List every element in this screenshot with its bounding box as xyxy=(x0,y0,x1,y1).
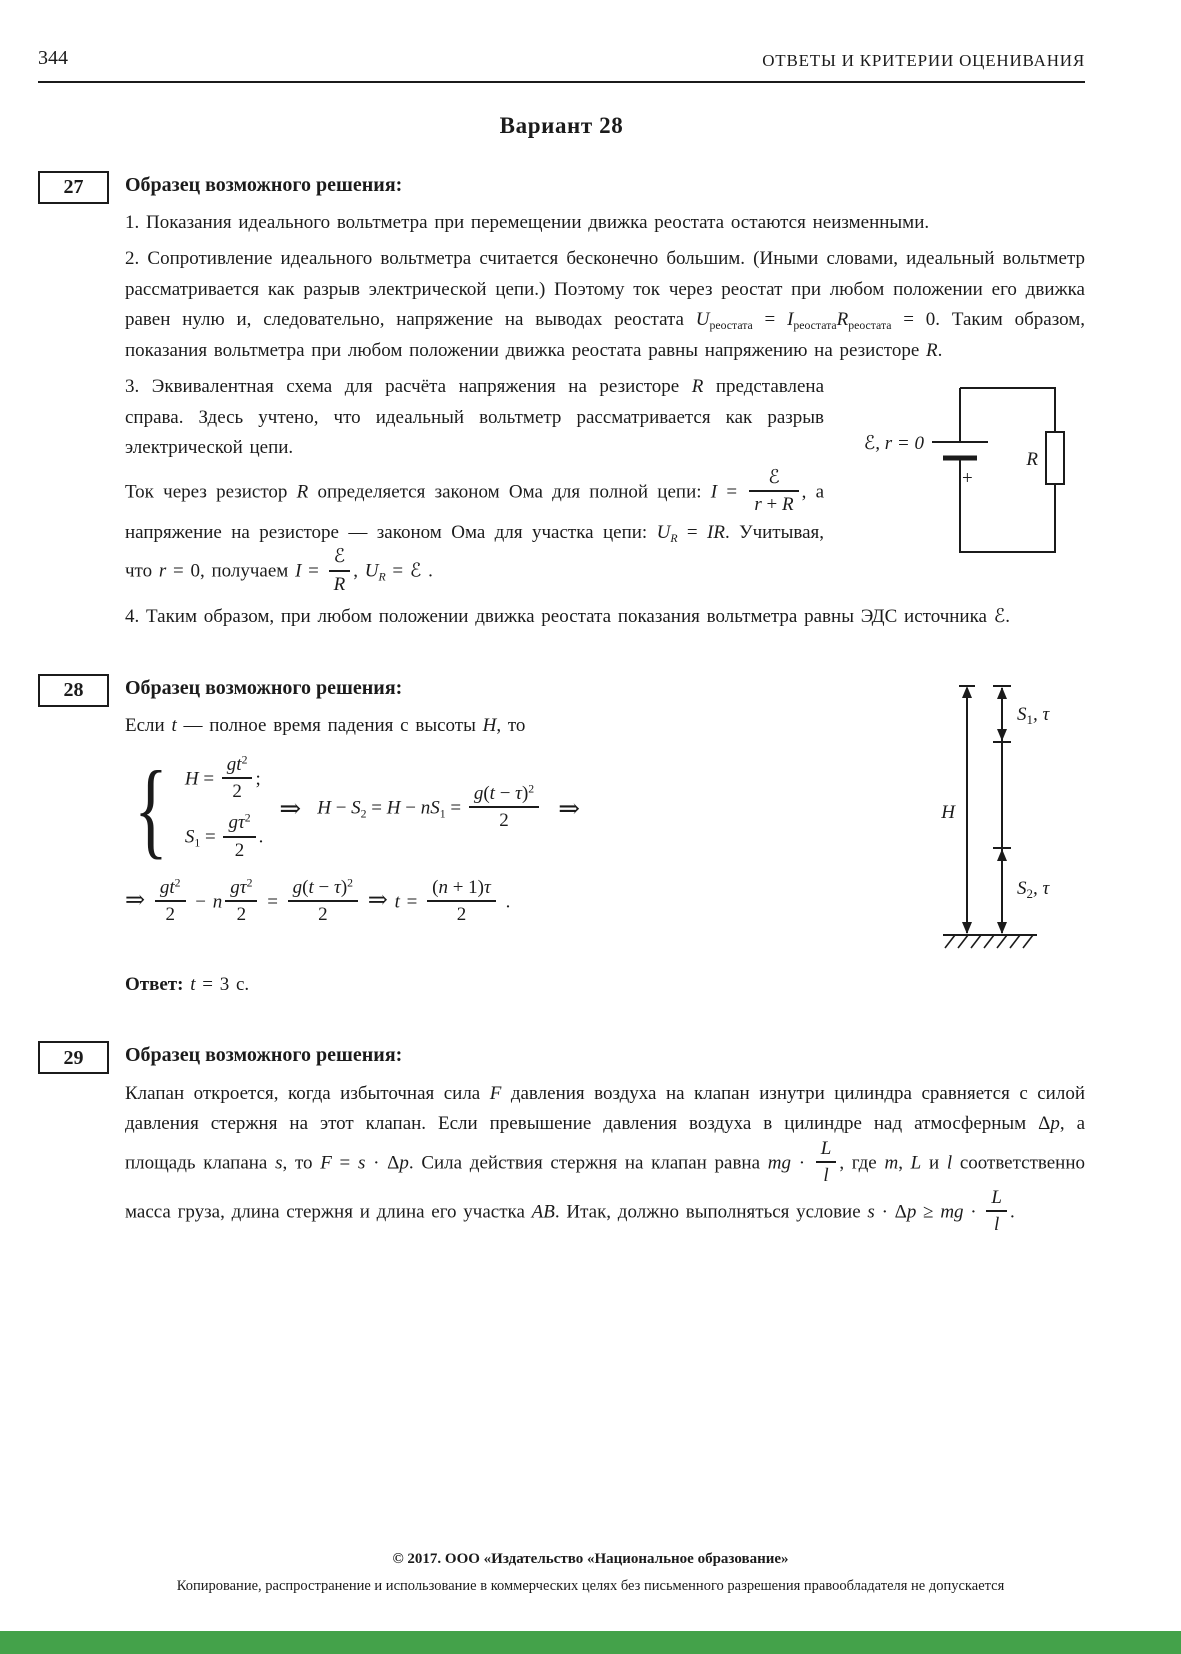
text-run: = xyxy=(752,309,788,331)
footer-bar xyxy=(0,1631,1181,1654)
text-run: I xyxy=(710,481,718,503)
text-run: H xyxy=(184,768,199,790)
paragraph-3-with-figure xyxy=(125,372,1085,597)
problem-27-content xyxy=(125,169,1085,638)
text-run: реостата xyxy=(793,319,837,333)
text-run: . xyxy=(1009,1201,1015,1223)
text-run: ℰ xyxy=(409,561,422,583)
fall-diagram-figure xyxy=(935,672,1085,975)
text-run: S xyxy=(184,827,195,849)
text-run: R xyxy=(781,494,794,516)
fraction xyxy=(469,783,539,832)
text-run: давления воздуха на клапан изнутри цилиндра сравняется с силой давления стержня на этот клапан. Если превышение давления воздуха в цилиндре над атмосферным Δ xyxy=(125,1082,1085,1135)
text-run: − xyxy=(330,797,352,819)
text-run: t xyxy=(489,783,495,805)
text-run: ℰ xyxy=(768,467,780,489)
text-run: − xyxy=(400,797,421,819)
problem-28 xyxy=(38,672,1085,1006)
text-run: , где xyxy=(839,1152,885,1174)
text-run: + xyxy=(761,494,782,516)
text-run: R xyxy=(670,531,678,545)
text-run: nS xyxy=(420,797,440,819)
problem-29 xyxy=(38,1039,1085,1242)
text-run: ℰ xyxy=(333,546,346,568)
text-run: U xyxy=(364,561,379,583)
text-run: . xyxy=(498,891,511,913)
text-run: I xyxy=(787,309,794,331)
text-run: — полное время падения с высоты xyxy=(176,715,483,737)
fraction xyxy=(986,1187,1007,1236)
fraction xyxy=(329,546,351,595)
page-number: 344 xyxy=(38,47,68,69)
text-run: 2 xyxy=(347,876,354,890)
solution-body xyxy=(125,1079,1085,1238)
text-run: = xyxy=(331,1152,358,1174)
text-run xyxy=(145,892,152,913)
problem-29-content xyxy=(125,1039,1085,1242)
text-run: Клапан откроется, когда избыточная сила xyxy=(125,1082,490,1104)
fraction xyxy=(222,754,253,803)
problem-number-column xyxy=(38,1039,125,1242)
text-run: Если xyxy=(125,715,172,737)
text-run: 1. Показания идеального вольтметра при перемещении движка реостата остаются неизменными. xyxy=(125,212,930,234)
problem-27-number-box: 27 xyxy=(38,171,109,204)
text-run: p xyxy=(399,1152,409,1174)
text-run: + 1) xyxy=(447,876,485,898)
problem-27 xyxy=(38,169,1085,638)
fraction xyxy=(223,812,255,861)
text-run: . Учитывая, что xyxy=(125,521,825,583)
solution-heading: Образец возможного решения: xyxy=(125,1044,403,1067)
text-run: AB xyxy=(531,1201,555,1223)
text-run: g xyxy=(230,876,240,898)
text-run: 2 xyxy=(528,782,535,796)
emf-label: ℰ, r = 0 xyxy=(863,432,924,454)
fall-diagram xyxy=(935,672,1085,964)
text-run: = xyxy=(198,768,219,790)
height-label: H xyxy=(941,801,955,823)
text-run: , то xyxy=(496,715,526,737)
text-run: 2 xyxy=(241,753,248,767)
implies-arrow: ⇒ xyxy=(558,794,580,824)
text-run: = xyxy=(366,797,387,819)
text-run: = 3 с. xyxy=(195,973,250,995)
circuit-wires xyxy=(960,388,1055,552)
text-run: τ xyxy=(237,812,245,834)
text-run: − xyxy=(494,783,516,805)
text-run: t xyxy=(190,973,196,995)
text-run: H xyxy=(386,797,401,819)
text-run: 1 xyxy=(194,837,201,851)
text-run: 2 xyxy=(244,811,251,825)
text-run: R xyxy=(296,481,309,503)
system-brace: { xyxy=(134,749,168,869)
copyright-line: © 2017. ООО «Издательство «Национальное образование» xyxy=(392,1551,789,1568)
equation-s1 xyxy=(184,811,264,863)
text-run: U xyxy=(656,521,671,543)
text-run: . xyxy=(1005,605,1010,627)
text-run: ≥ xyxy=(916,1201,941,1223)
text-run: 2 xyxy=(360,807,367,821)
problem-28-number-box: 28 xyxy=(38,674,109,707)
text-run: определяется законом Ома для полной цепи: xyxy=(308,481,711,503)
fraction xyxy=(427,877,496,926)
running-header xyxy=(38,42,1085,74)
text-run: R xyxy=(333,573,346,595)
running-head-title: ОТВЕТЫ И КРИТЕРИИ ОЦЕНИВАНИЯ xyxy=(762,50,1085,70)
text-run: . Итак, должно выполняться условие xyxy=(554,1201,868,1223)
text-run: 2. Сопротивление идеального вольтметра считается бесконечно большим. (Иными словами, идеальный вольтметр рассматривается как разрыв электрической цепи.) Поэтому ток через реостат при любом положении его движка равен нулю и, следовательно, напряжение на выводах реостата xyxy=(125,247,1085,331)
text-run: ⇒ xyxy=(367,887,388,914)
text-run: 3. Эквивалентная схема для расчёта напряжения на резисторе xyxy=(125,375,692,397)
text-run: F xyxy=(320,1152,332,1174)
text-run: F xyxy=(489,1082,502,1104)
problem-number-column xyxy=(38,672,125,1006)
text-run: 2 xyxy=(236,904,247,926)
problem-28-content xyxy=(125,672,1085,1006)
text-run: = 0. Таким образом, показания вольтметра при любом положении движка реостата равны напряжению на резисторе xyxy=(125,309,1086,362)
text-run: g xyxy=(473,783,484,805)
plus-label: + xyxy=(962,467,973,489)
text-run: ( xyxy=(483,783,490,805)
text-run: I xyxy=(295,561,302,583)
text-run: τ xyxy=(515,783,522,805)
text-run: R xyxy=(836,309,849,331)
text-run: = xyxy=(717,481,747,503)
text-run: τ xyxy=(239,876,247,898)
text-run: 2 xyxy=(456,904,467,926)
text-run: r xyxy=(754,494,762,516)
text-run: mg xyxy=(940,1201,964,1223)
text-run: R xyxy=(378,571,386,585)
text-run: τ xyxy=(484,876,491,898)
implies-arrow: ⇒ xyxy=(279,794,302,824)
text-run: l xyxy=(994,1213,1000,1235)
equation-stack xyxy=(184,753,264,863)
ground-hatching xyxy=(945,935,1033,948)
text-run: gt xyxy=(159,876,175,898)
text-run: = xyxy=(260,891,285,913)
text-run: · Δ xyxy=(365,1152,400,1174)
resistor-symbol xyxy=(1046,432,1064,484)
text-run: t xyxy=(308,876,314,898)
text-run: ( xyxy=(302,876,309,898)
text-run: · xyxy=(790,1152,813,1174)
text-run: ) xyxy=(340,876,348,898)
solution-heading: Образец возможного решения: xyxy=(125,676,403,699)
text-run: gt xyxy=(226,753,242,775)
text-run: , а напряжение на резисторе — законом Ома для участка цепи: xyxy=(125,481,824,543)
text-run: = xyxy=(677,521,708,543)
fraction xyxy=(225,877,257,926)
text-run: − xyxy=(313,876,334,898)
paragraph-4 xyxy=(125,602,1085,633)
text-run: 2 xyxy=(234,839,245,861)
text-run: = xyxy=(200,827,221,849)
text-run: H xyxy=(317,797,331,819)
text-run: 2 xyxy=(246,876,253,890)
text-run: = xyxy=(301,561,326,583)
text-run: s xyxy=(867,1201,875,1223)
arrowheads xyxy=(962,686,1007,934)
text-run: − xyxy=(188,891,213,913)
text-run: ℰ xyxy=(993,605,1006,627)
header-rule xyxy=(38,81,1085,83)
text-run: r xyxy=(158,561,167,583)
equation-h xyxy=(184,753,264,805)
text-run: 2 xyxy=(165,904,175,926)
text-run: = xyxy=(399,891,425,913)
text-run xyxy=(388,892,395,913)
text-run: 2 xyxy=(318,904,328,926)
text-run: 2 xyxy=(232,781,242,803)
text-run: , xyxy=(353,561,365,583)
text-run: mg xyxy=(767,1152,791,1174)
text-run: = 0, получаем xyxy=(166,561,296,583)
s1-label: $S_1$, τ xyxy=(1017,703,1050,727)
equation-system-row xyxy=(125,749,905,869)
text-run: τ xyxy=(334,876,341,898)
text-run: реостата xyxy=(848,319,892,333)
text-run: IR xyxy=(707,521,725,543)
resistor-label: R xyxy=(1026,448,1038,470)
text-run: m xyxy=(884,1152,899,1174)
text-run: . xyxy=(421,561,433,583)
text-run: g xyxy=(292,876,303,898)
page-footer xyxy=(0,1547,1181,1598)
text-run: 1 xyxy=(439,807,446,821)
paragraph-2 xyxy=(125,244,1085,367)
fraction xyxy=(749,467,798,516)
text-run: реостата xyxy=(709,319,753,333)
fraction xyxy=(816,1138,837,1187)
text-run: = xyxy=(385,561,410,583)
text-run: = xyxy=(445,797,466,819)
text-run: . Сила действия стержня на клапан равна xyxy=(408,1152,768,1174)
text-run: ; xyxy=(255,768,261,790)
fraction xyxy=(288,877,358,926)
text-run: Ток через резистор xyxy=(125,481,297,503)
fraction xyxy=(155,877,186,926)
paragraph-1 xyxy=(125,208,1085,239)
text-run: ( xyxy=(432,876,439,898)
text-run: 2 xyxy=(499,810,509,832)
text-run: соответственно масса груза, длина стержня и длина его участка xyxy=(125,1152,1086,1223)
text-run: · xyxy=(963,1201,984,1223)
text-run: p xyxy=(1050,1113,1060,1135)
circuit-diagram xyxy=(850,374,1085,566)
legal-line: Копирование, распространение и использование в коммерческих целях без письменного разрешения правообладателя не допускается xyxy=(176,1577,1005,1594)
text-run: L xyxy=(910,1152,922,1174)
problem-29-number-box: 29 xyxy=(38,1041,109,1074)
s2-label: $S_2$, τ xyxy=(1017,877,1050,901)
text-run: L xyxy=(991,1186,1002,1208)
text-run: l xyxy=(823,1165,829,1187)
equation-chain xyxy=(317,782,542,834)
problem-number-column xyxy=(38,169,125,638)
text-run: S xyxy=(351,797,361,819)
text-run: R xyxy=(691,375,704,397)
text-run: L xyxy=(820,1138,832,1160)
text-run: · Δ xyxy=(874,1201,907,1223)
circuit-diagram-figure xyxy=(850,374,1085,577)
text-run: s xyxy=(275,1152,283,1174)
text-run: . xyxy=(258,827,264,849)
text-run: и xyxy=(921,1152,947,1174)
text-run: , xyxy=(898,1152,911,1174)
text-run: представлена справа. Здесь учтено, что идеальный вольтметр рассматривается как разрыв электрической цепи. xyxy=(125,375,825,459)
text-run: t xyxy=(171,715,177,737)
text-run: p xyxy=(906,1201,917,1223)
text-run: l xyxy=(946,1152,953,1174)
text-run: , то xyxy=(282,1152,321,1174)
text-run: ⇒ xyxy=(125,887,146,914)
text-run: ) xyxy=(521,783,529,805)
text-run: 2 xyxy=(174,876,181,890)
text-run: 4. Таким образом, при любом положении движка реостата показания вольтметра равны ЭДС источника xyxy=(125,605,994,627)
text-run: Ответ: xyxy=(125,973,191,995)
text-run: t xyxy=(394,891,400,913)
text-run xyxy=(361,892,368,913)
text-run: R xyxy=(926,340,938,362)
text-run: n xyxy=(212,891,223,913)
text-run: g xyxy=(228,812,238,834)
text-run: H xyxy=(482,715,497,737)
text-run: U xyxy=(695,309,710,331)
text-run: , а площадь клапана xyxy=(125,1113,1085,1174)
text-run: s xyxy=(357,1152,366,1174)
solution-heading: Образец возможного решения: xyxy=(125,173,403,196)
variant-title: Вариант 28 xyxy=(499,113,624,139)
text-run: n xyxy=(438,876,448,898)
text-run: . xyxy=(937,340,943,362)
